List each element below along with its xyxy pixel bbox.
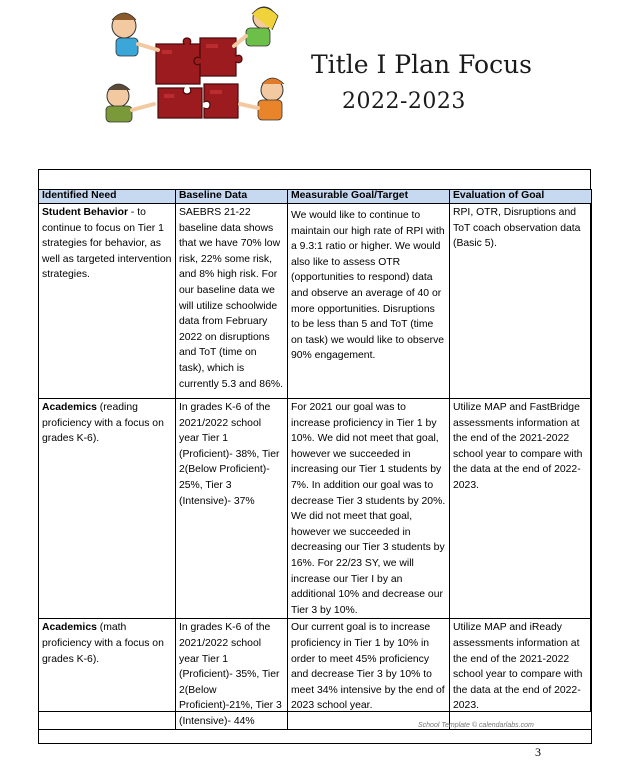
goal-cell: Our current goal is to increase proficiency in Tier 1 by 10% in order to meet 45% proficiency and decrease Tier 3 by 10% to meet 34% intensive by the end of 2023 school year. (288, 619, 450, 730)
column-header: Baseline Data (176, 190, 288, 204)
column-header: Identified Need (39, 190, 176, 204)
cartoon-person-top-right (234, 7, 278, 46)
cartoon-person-top-left (112, 13, 158, 56)
goal-cell: We would like to continue to maintain our high rate of RPI with a 9.3:1 ratio or higher. We would also like to assess OTR (opportunities to respond) data and observe an average of 40 or more opportunities. Disruptions to be less than 5 and ToT (time on task) we would like to observe 90% engagement. (288, 204, 450, 399)
need-title: Student Behavior (42, 207, 129, 218)
column-header: Evaluation of Goal (450, 190, 592, 204)
identified-need-cell (39, 619, 176, 730)
page-title: Title I Plan Focus (311, 50, 533, 79)
cartoon-person-bottom-right (240, 78, 284, 120)
identified-need-cell (39, 399, 176, 619)
need-title: Academics (42, 622, 97, 634)
page-number: 3 (535, 745, 541, 759)
baseline-cell: In grades K-6 of the 2021/2022 school year Tier 1 (Proficient)- 38%, Tier 2(Below Proficient)- 25%, Tier 3 (Intensive)- 37% (176, 399, 288, 619)
need-description: (math proficiency with a focus on grades K-6). (42, 622, 164, 665)
column-header: Measurable Goal/Target (288, 190, 450, 204)
need-description: - to continue to focus on Tier 1 strategies for behavior, as well as targeted intervention strategies. (42, 207, 172, 281)
plan-table (38, 189, 592, 744)
cartoon-person-bottom-left (106, 84, 154, 122)
puzzle-people-illustration (96, 4, 296, 126)
baseline-cell: SAEBRS 21-22 baseline data shows that we have 70% low risk, 22% some risk, and 8% high risk. For our baseline data we will utilize schoolwide data from February 2022 on disruptions and ToT (time on task), which is currently 5.3 and 86%. (176, 204, 288, 399)
table-empty-row (39, 730, 592, 744)
table-row (39, 399, 592, 619)
school-year: 2022-2023 (342, 89, 466, 114)
table-row (39, 619, 592, 730)
baseline-cell: In grades K-6 of the 2021/2022 school year Tier 1 (Proficient)- 35%, Tier 2(Below Proficient)-21%, Tier 3 (Intensive)- 44% (176, 619, 288, 730)
table-row (39, 204, 592, 399)
need-description: (reading proficiency with a focus on grades K-6). (42, 402, 164, 445)
goal-cell: For 2021 our goal was to increase proficiency in Tier 1 by 10%. We did not meet that goal, however we succeeded in increasing our Tier 1 students by 7%. In addition our goal was to decrease Tier 3 students by 20%. We did not meet that goal, however we succeeded in decreasing our Tier 3 students by 16%. For 22/23 SY, we will increase our Tier I by an additional 10% and decrease our Tier 3 by 10%. (288, 399, 450, 619)
table-header-row (39, 190, 592, 204)
evaluation-cell: Utilize MAP and FastBridge assessments information at the end of the 2021-2022 school year to compare with the data at the end of 2022-2023. (450, 399, 592, 619)
need-title: Academics (42, 402, 97, 413)
identified-need-cell (39, 204, 176, 399)
evaluation-cell: Utilize MAP and iReady assessments information at the end of the 2021-2022 school year to compare with the data at the end of 2022-2023. (450, 619, 592, 730)
template-credit: School Template © calendarlabs.com (418, 722, 534, 729)
evaluation-cell: RPI, OTR, Disruptions and ToT coach observation data (Basic 5). (450, 204, 592, 399)
empty-cell (39, 730, 592, 744)
